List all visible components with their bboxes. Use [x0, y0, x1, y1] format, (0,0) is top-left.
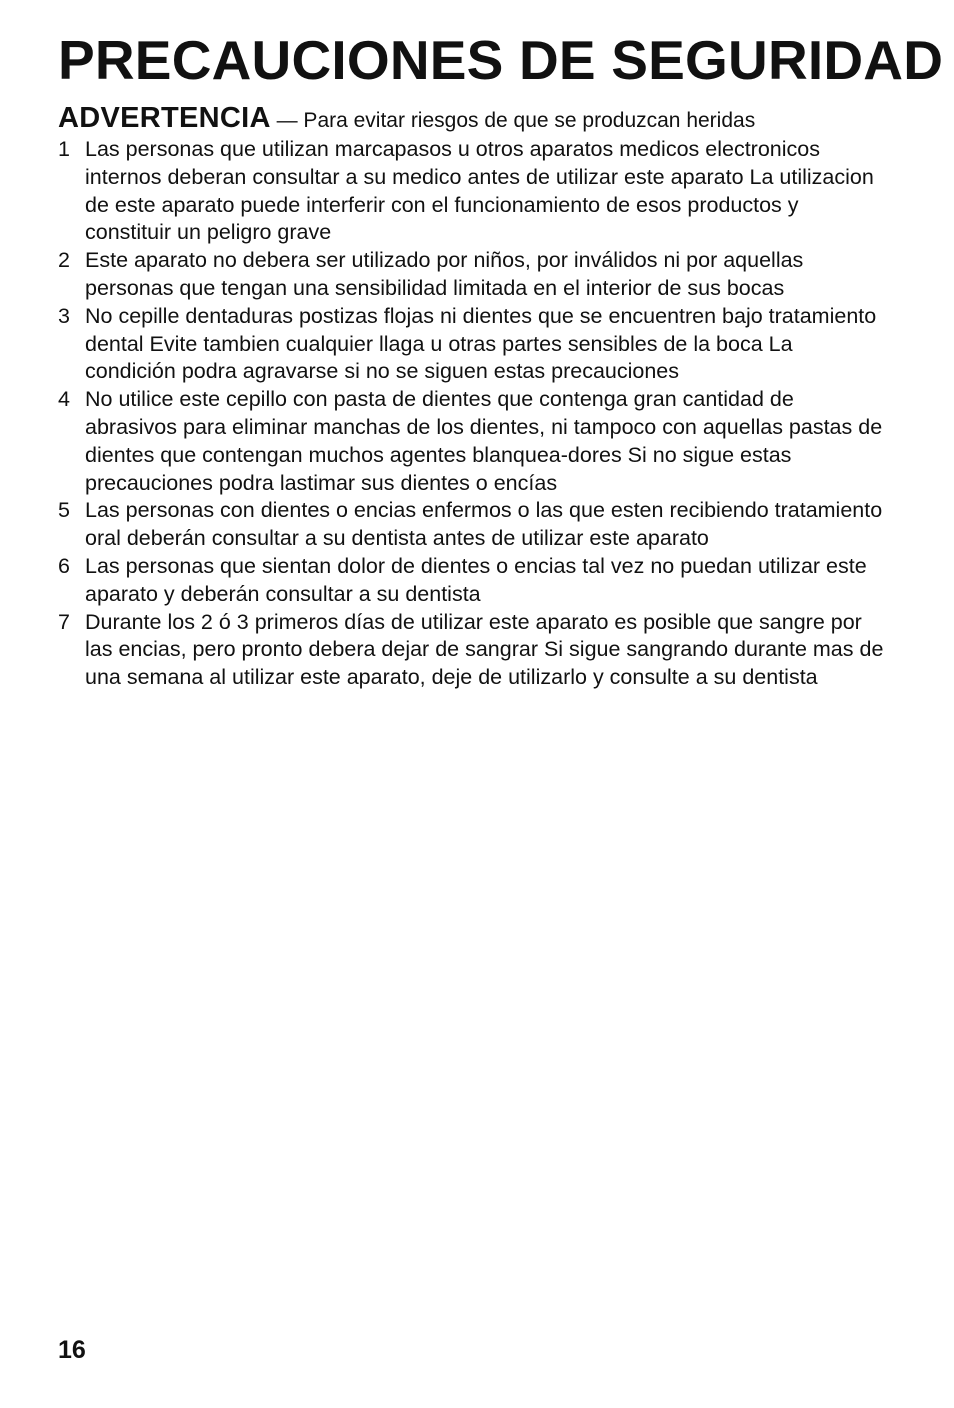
precaution-item-3 [58, 303, 888, 386]
item-number: 7 [58, 609, 70, 634]
page-title: PRECAUCIONES DE SEGURIDAD [58, 29, 944, 91]
precaution-item-4 [58, 386, 888, 497]
item-text: No cepille dentaduras postizas flojas ni dientes que se encuentren bajo tratamiento dental Evite tambien cualquier llaga u otras partes sensibles de la boca La condición podra agravarse si no se siguen estas precauciones [85, 303, 877, 384]
item-text: Las personas que sientan dolor de dientes o encias tal vez no puedan utilizar este aparato y deberán consultar a su dentista [85, 553, 867, 606]
precaution-list [58, 136, 888, 692]
item-number: 2 [58, 248, 70, 273]
precaution-item-2 [58, 247, 888, 303]
item-text: No utilice este cepillo con pasta de dientes que contenga gran cantidad de abrasivos para eliminar manchas de los dientes, ni tampoco con aquellas pastas de dientes que contengan muchos agentes blanquea-dores Si no sigue estas precauciones podra lastimar sus dientes o encías [85, 387, 883, 495]
item-text: Las personas que utilizan marcapasos u otros aparatos medicos electronicos internos deberan consultar a su medico antes de utilizar este aparato La utilizacion de este aparato puede interferir con el funcionamiento de esos productos y constituir un peligro grave [85, 137, 874, 245]
item-number: 1 [58, 137, 70, 161]
warning-label: ADVERTENCIA [58, 102, 271, 134]
item-number: 5 [58, 498, 70, 523]
item-text: Este aparato no debera ser utilizado por niños, por inválidos ni por aquellas personas que tengan una sensibilidad limitada en el interior de sus bocas [85, 248, 804, 300]
precaution-item-7 [58, 609, 888, 692]
item-number: 6 [58, 553, 70, 578]
item-number: 4 [58, 387, 70, 412]
precaution-item-6 [58, 553, 888, 609]
item-text: Durante los 2 ó 3 primeros días de utilizar este aparato es posible que sangre por las encias, pero pronto debera dejar de sangrar Si sigue sangrando durante mas de una semana al utilizar este aparato, deje de utilizarlo y consulte a su dentista [85, 609, 884, 690]
page-number: 16 [58, 1336, 86, 1364]
item-number: 3 [58, 303, 70, 328]
warning-text: — Para evitar riesgos de que se produzcan heridas [270, 109, 756, 132]
precaution-item-5 [58, 497, 888, 553]
item-text: Las personas con dientes o encias enfermos o las que esten recibiendo tratamiento oral deberán consultar a su dentista antes de utilizar este aparato [85, 498, 883, 551]
precaution-item-1 [58, 136, 888, 247]
